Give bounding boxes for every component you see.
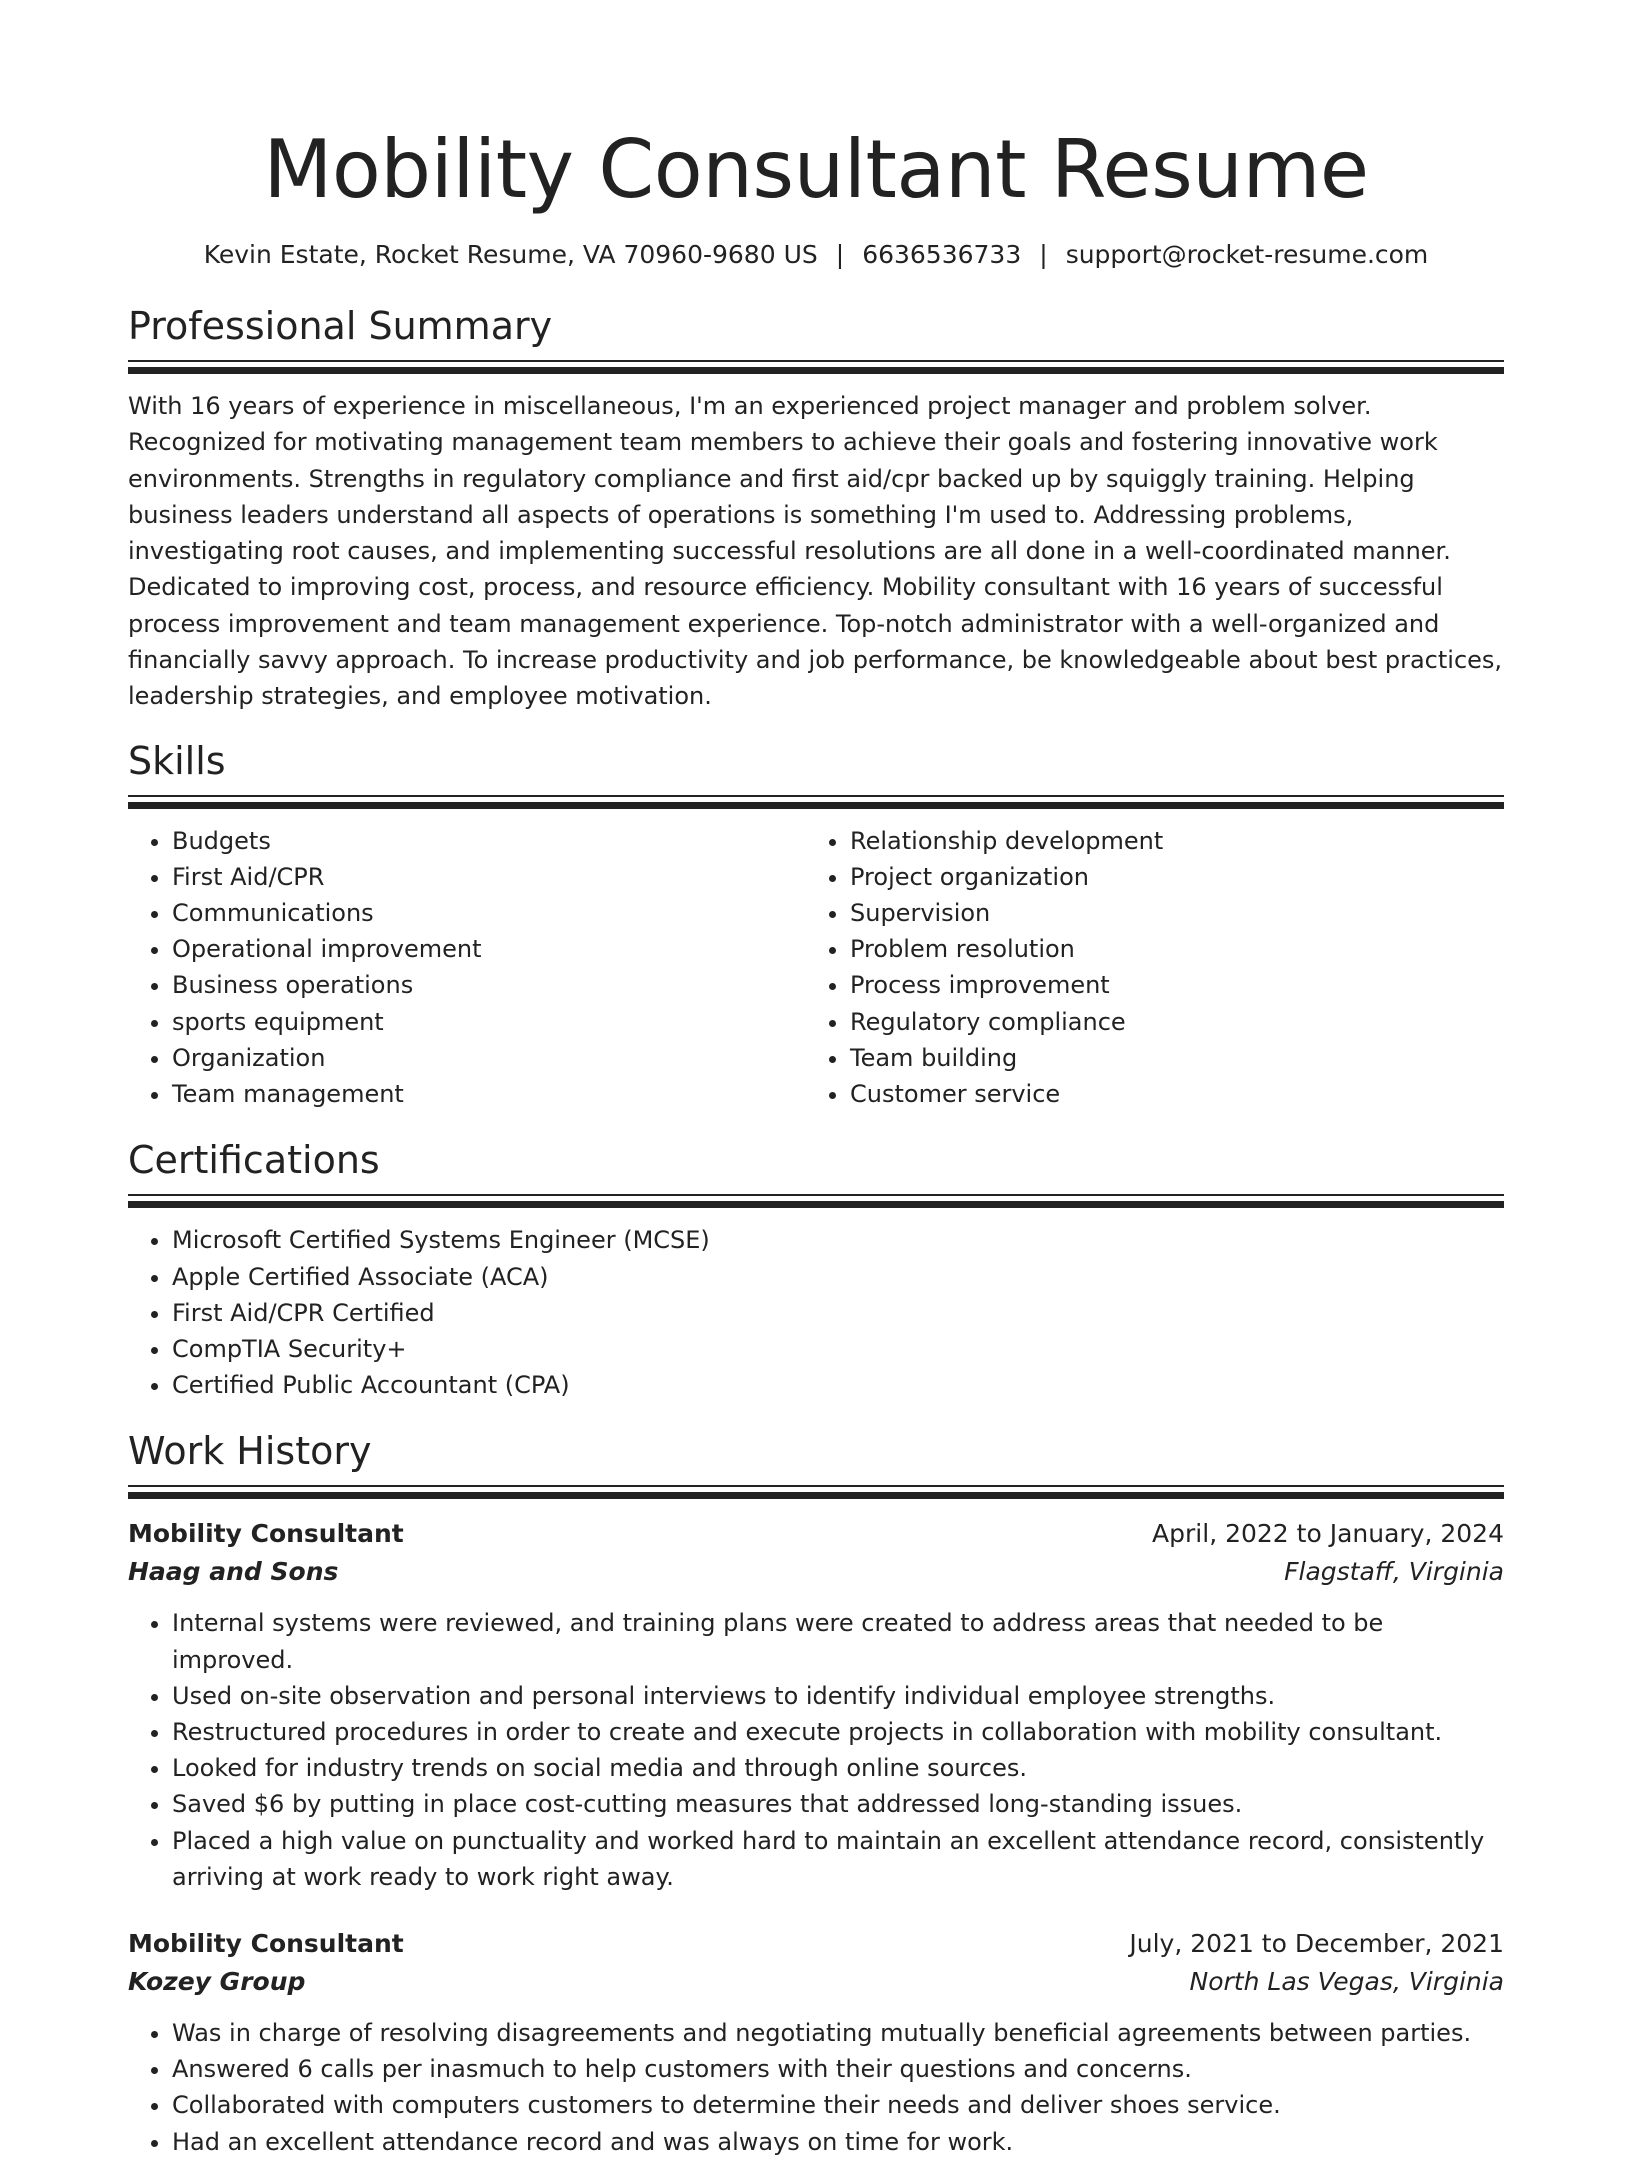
skill-item: • Regulatory compliance (850, 1004, 1484, 1040)
job-title: Mobility Consultant (128, 1519, 404, 1549)
certification-item: • Certified Public Accountant (CPA) (172, 1367, 1504, 1403)
skill-item: • Communications (172, 895, 806, 931)
section-heading-summary: Professional Summary (128, 304, 553, 348)
job-company: Haag and Sons (128, 1557, 339, 1587)
contact-separator: | (1039, 240, 1048, 269)
job-header (128, 1515, 1504, 1553)
section-heading-work-history: Work History (128, 1429, 372, 1474)
section-divider (128, 1485, 1504, 1499)
skill-item: • Budgets (172, 823, 806, 859)
work-history-section (128, 1427, 1504, 2159)
skills-list-left (128, 823, 806, 1113)
skill-item: • Team management (172, 1076, 806, 1112)
job-header (128, 1925, 1504, 1963)
job-bullet: • Had an excellent attendance record and was always on time for work. (172, 2124, 1504, 2160)
resume-page (128, 0, 1504, 2160)
section-heading-skills: Skills (128, 738, 226, 783)
job-dates: April, 2022 to January, 2024 (1152, 1519, 1504, 1549)
skill-item: • Project organization (850, 859, 1484, 895)
skill-item: • Operational improvement (172, 931, 806, 967)
summary-section (128, 302, 1504, 715)
certifications-section (128, 1136, 1504, 1403)
section-heading-certifications: Certifications (128, 1138, 380, 1183)
job-bullet: • Was in charge of resolving disagreements and negotiating mutually beneficial agreements between parties. (172, 2015, 1504, 2051)
job-bullet: • Internal systems were reviewed, and training plans were created to address areas that needed to be improved. (172, 1605, 1504, 1677)
skill-item: • First Aid/CPR (172, 859, 806, 895)
certification-item: • Apple Certified Associate (ACA) (172, 1259, 1504, 1295)
section-divider (128, 795, 1504, 809)
summary-text: With 16 years of experience in miscellaneous, I'm an experienced project manager and problem solver. Recognized for motivating management team members to achieve their goals and fostering innovative work environments. Strengths in regulatory compliance and first aid/cpr backed up by squiggly training. Helping business leaders understand all aspects of operations is something I'm used to. Addressing problems, investigating root causes, and implementing successful resolutions are all done in a well-coordinated manner. Dedicated to improving cost, process, and resource efficiency. Mobility consultant with 16 years of successful process improvement and team management experience. Top-notch administrator with a well-organized and financially savvy approach. To increase productivity and job performance, be knowledgeable about best practices, leadership strategies, and employee motivation. (128, 392, 1503, 711)
job-bullets (128, 1605, 1504, 1895)
job-subheader (128, 1963, 1504, 2001)
skill-item: • sports equipment (172, 1004, 806, 1040)
job-subheader (128, 1553, 1504, 1591)
skill-item: • Process improvement (850, 967, 1484, 1003)
skill-item: • Organization (172, 1040, 806, 1076)
job-bullet: • Looked for industry trends on social media and through online sources. (172, 1750, 1504, 1786)
skills-section (128, 737, 1504, 1113)
job-company: Kozey Group (128, 1966, 306, 1996)
job-title: Mobility Consultant (128, 1928, 404, 1958)
resume-title: Mobility Consultant Resume (263, 123, 1369, 216)
contact-phone: 6636536733 (862, 240, 1022, 269)
skill-item: • Team building (850, 1040, 1484, 1076)
job-entry (128, 1925, 1504, 2160)
contact-address: Kevin Estate, Rocket Resume, VA 70960-9680 US (203, 240, 818, 269)
certifications-list (128, 1222, 1504, 1403)
job-bullet: • Collaborated with computers customers to determine their needs and deliver shoes service. (172, 2087, 1504, 2123)
job-entry (128, 1515, 1504, 1895)
contact-separator: | (835, 240, 845, 269)
job-bullet: • Saved $6 by putting in place cost-cutting measures that addressed long-standing issues. (172, 1786, 1504, 1822)
skill-item: • Customer service (850, 1076, 1484, 1112)
contact-line (128, 238, 1504, 272)
job-bullet: • Answered 6 calls per inasmuch to help customers with their questions and concerns. (172, 2051, 1504, 2087)
job-bullet: • Used on-site observation and personal interviews to identify individual employee strengths. (172, 1678, 1504, 1714)
skills-list-right (806, 823, 1484, 1113)
skills-columns (128, 823, 1504, 1113)
job-location: North Las Vegas, Virginia (1189, 1966, 1504, 1996)
skill-item: • Relationship development (850, 823, 1484, 859)
contact-email: support@rocket-resume.com (1065, 240, 1429, 269)
skill-item: • Problem resolution (850, 931, 1484, 967)
section-divider (128, 360, 1504, 374)
job-dates: July, 2021 to December, 2021 (1129, 1928, 1504, 1958)
job-bullet: • Restructured procedures in order to create and execute projects in collaboration with mobility consultant. (172, 1714, 1504, 1750)
skill-item: • Business operations (172, 967, 806, 1003)
job-bullets (128, 2015, 1504, 2160)
job-bullet: • Placed a high value on punctuality and worked hard to maintain an excellent attendance record, consistently arriving at work ready to work right away. (172, 1823, 1504, 1895)
job-location: Flagstaff, Virginia (1284, 1557, 1504, 1587)
skill-item: • Supervision (850, 895, 1484, 931)
certification-item: • CompTIA Security+ (172, 1331, 1504, 1367)
certification-item: • Microsoft Certified Systems Engineer (MCSE) (172, 1222, 1504, 1258)
section-divider (128, 1194, 1504, 1208)
certification-item: • First Aid/CPR Certified (172, 1295, 1504, 1331)
